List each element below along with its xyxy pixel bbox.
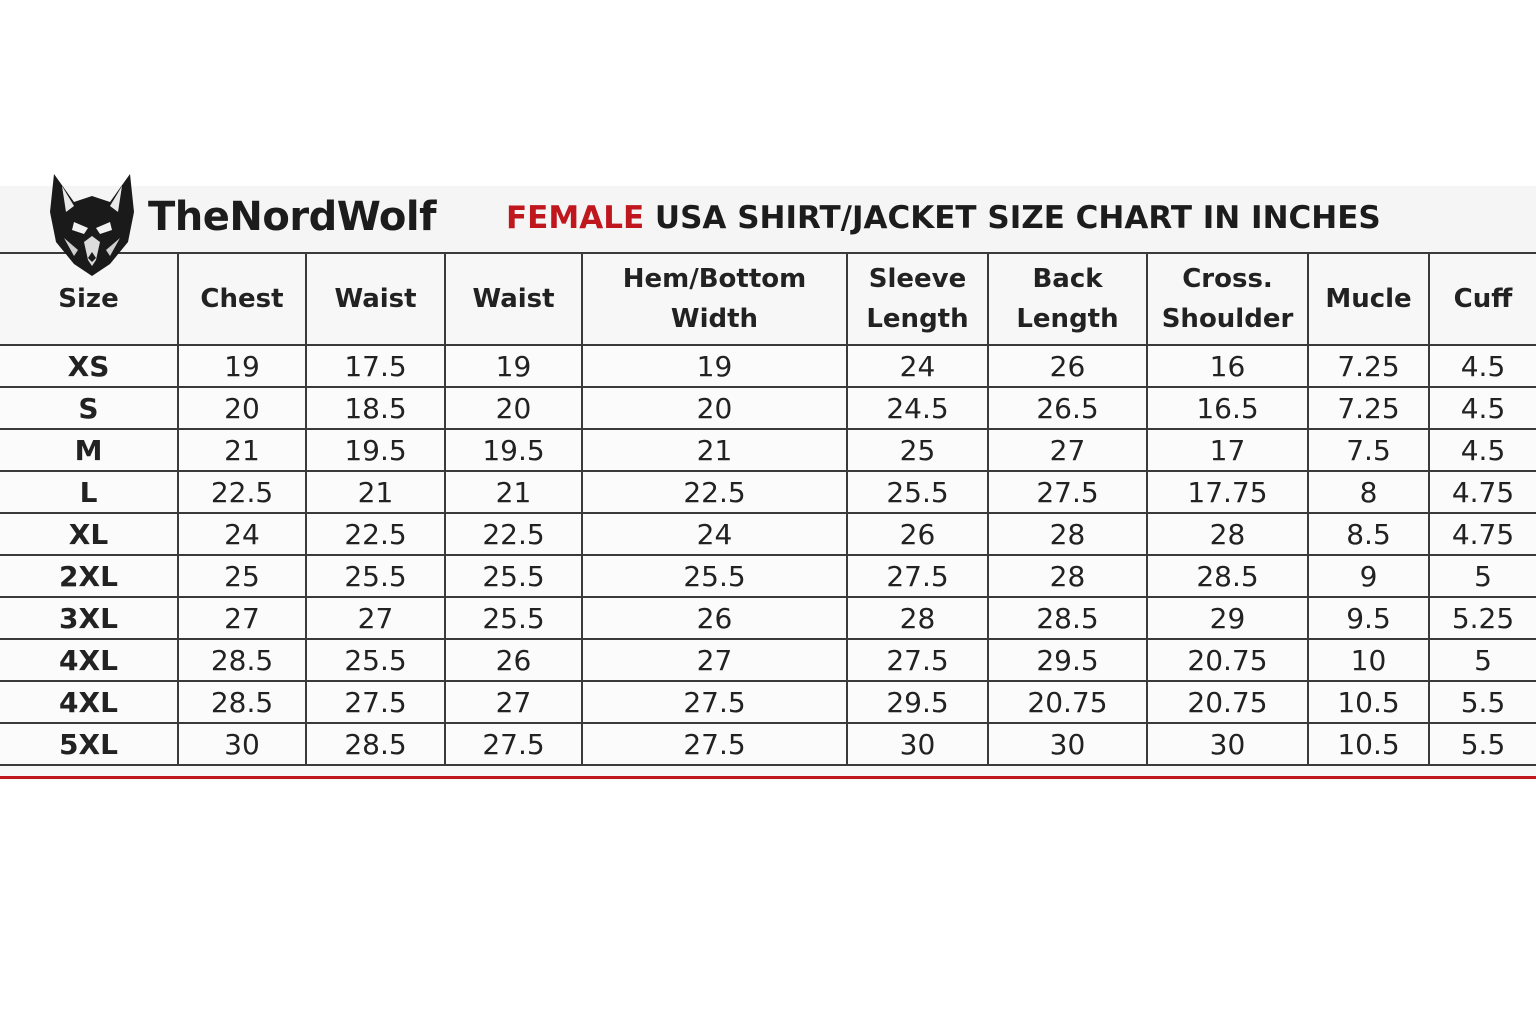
measurement-cell: 5 [1429, 555, 1536, 597]
measurement-cell: 10.5 [1308, 681, 1429, 723]
measurement-cell: 16.5 [1147, 387, 1308, 429]
measurement-cell: 20 [445, 387, 582, 429]
column-header-label: Mucle [1325, 284, 1412, 314]
measurement-cell: 8 [1308, 471, 1429, 513]
column-header [1147, 253, 1308, 345]
measurement-cell: 7.5 [1308, 429, 1429, 471]
table-row [0, 555, 1536, 597]
column-header-label: Back [1032, 264, 1103, 294]
measurement-cell: 28 [988, 555, 1147, 597]
table-row [0, 513, 1536, 555]
measurement-cell: 27.5 [988, 471, 1147, 513]
column-header-label: Shoulder [1161, 304, 1294, 334]
title-rest: USA SHIRT/JACKET SIZE CHART IN INCHES [644, 200, 1381, 236]
measurement-cell: 17.75 [1147, 471, 1308, 513]
measurement-cell: 27.5 [445, 723, 582, 765]
measurement-cell: 27.5 [847, 555, 988, 597]
table-row [0, 429, 1536, 471]
measurement-cell: 26 [847, 513, 988, 555]
size-label-cell: M [0, 429, 178, 471]
measurement-cell: 9.5 [1308, 597, 1429, 639]
measurement-cell: 8.5 [1308, 513, 1429, 555]
measurement-cell: 4.75 [1429, 513, 1536, 555]
table-row [0, 723, 1536, 765]
measurement-cell: 26 [582, 597, 847, 639]
accent-divider [0, 776, 1536, 779]
measurement-cell: 22.5 [445, 513, 582, 555]
measurement-cell: 25 [847, 429, 988, 471]
measurement-cell: 29.5 [847, 681, 988, 723]
measurement-cell: 28.5 [306, 723, 445, 765]
measurement-cell: 28.5 [1147, 555, 1308, 597]
measurement-cell: 25.5 [306, 639, 445, 681]
measurement-cell: 19 [445, 345, 582, 387]
table-row [0, 639, 1536, 681]
measurement-cell: 5.25 [1429, 597, 1536, 639]
measurement-cell: 24 [582, 513, 847, 555]
size-label-cell: XS [0, 345, 178, 387]
measurement-cell: 19.5 [306, 429, 445, 471]
measurement-cell: 19.5 [445, 429, 582, 471]
measurement-cell: 20.75 [988, 681, 1147, 723]
measurement-cell: 28.5 [178, 681, 306, 723]
measurement-cell: 4.75 [1429, 471, 1536, 513]
measurement-cell: 29 [1147, 597, 1308, 639]
column-header [1429, 253, 1536, 345]
measurement-cell: 30 [847, 723, 988, 765]
measurement-cell: 5.5 [1429, 723, 1536, 765]
measurement-cell: 17.5 [306, 345, 445, 387]
size-label-cell: 4XL [0, 681, 178, 723]
table-body [0, 345, 1536, 765]
measurement-cell: 10 [1308, 639, 1429, 681]
title-accent: FEMALE [506, 200, 645, 236]
column-header [178, 253, 306, 345]
column-header [445, 253, 582, 345]
measurement-cell: 26.5 [988, 387, 1147, 429]
measurement-cell: 27 [988, 429, 1147, 471]
column-header-label: Length [866, 304, 969, 334]
column-header-label: Chest [200, 284, 284, 314]
measurement-cell: 27 [582, 639, 847, 681]
measurement-cell: 21 [306, 471, 445, 513]
measurement-cell: 28 [847, 597, 988, 639]
measurement-cell: 21 [582, 429, 847, 471]
measurement-cell: 20 [178, 387, 306, 429]
column-header-label: Length [1016, 304, 1119, 334]
table-row [0, 345, 1536, 387]
size-table [0, 252, 1536, 766]
measurement-cell: 25.5 [445, 597, 582, 639]
measurement-cell: 4.5 [1429, 345, 1536, 387]
measurement-cell: 25.5 [306, 555, 445, 597]
measurement-cell: 24 [178, 513, 306, 555]
size-label-cell: L [0, 471, 178, 513]
chart-title [506, 200, 1381, 236]
measurement-cell: 28.5 [178, 639, 306, 681]
table-row [0, 471, 1536, 513]
measurement-cell: 27.5 [582, 681, 847, 723]
measurement-cell: 19 [178, 345, 306, 387]
measurement-cell: 16 [1147, 345, 1308, 387]
measurement-cell: 28 [1147, 513, 1308, 555]
size-label-cell: 4XL [0, 639, 178, 681]
wolf-head-icon [44, 172, 140, 282]
column-header-label: Waist [334, 284, 417, 314]
column-header-label: Cross. [1182, 264, 1273, 294]
table-row [0, 597, 1536, 639]
measurement-cell: 27 [306, 597, 445, 639]
column-header-label: Sleeve [868, 264, 967, 294]
column-header-label: Waist [472, 284, 555, 314]
measurement-cell: 25.5 [847, 471, 988, 513]
measurement-cell: 5.5 [1429, 681, 1536, 723]
measurement-cell: 26 [988, 345, 1147, 387]
size-label-cell: XL [0, 513, 178, 555]
column-header-label: Size [58, 284, 119, 314]
brand-name: TheNordWolf [148, 194, 436, 240]
measurement-cell: 29.5 [988, 639, 1147, 681]
measurement-cell: 17 [1147, 429, 1308, 471]
measurement-cell: 27 [445, 681, 582, 723]
measurement-cell: 27.5 [582, 723, 847, 765]
measurement-cell: 10.5 [1308, 723, 1429, 765]
measurement-cell: 5 [1429, 639, 1536, 681]
column-header [306, 253, 445, 345]
column-header [847, 253, 988, 345]
measurement-cell: 27.5 [306, 681, 445, 723]
measurement-cell: 28.5 [988, 597, 1147, 639]
measurement-cell: 30 [1147, 723, 1308, 765]
measurement-cell: 26 [445, 639, 582, 681]
table-row [0, 387, 1536, 429]
measurement-cell: 24.5 [847, 387, 988, 429]
measurement-cell: 20 [582, 387, 847, 429]
table-header-row [0, 253, 1536, 345]
size-label-cell: 2XL [0, 555, 178, 597]
measurement-cell: 22.5 [582, 471, 847, 513]
measurement-cell: 7.25 [1308, 345, 1429, 387]
column-header-label: Width [670, 304, 759, 334]
size-label-cell: 5XL [0, 723, 178, 765]
measurement-cell: 20.75 [1147, 681, 1308, 723]
column-header [988, 253, 1147, 345]
chart-header [0, 186, 1536, 252]
column-header [582, 253, 847, 345]
measurement-cell: 9 [1308, 555, 1429, 597]
column-header-label: Cuff [1453, 284, 1513, 314]
measurement-cell: 22.5 [178, 471, 306, 513]
column-header-label: Hem/Bottom [622, 264, 807, 294]
measurement-cell: 27 [178, 597, 306, 639]
measurement-cell: 28 [988, 513, 1147, 555]
measurement-cell: 24 [847, 345, 988, 387]
measurement-cell: 25 [178, 555, 306, 597]
measurement-cell: 27.5 [847, 639, 988, 681]
measurement-cell: 30 [178, 723, 306, 765]
column-header [1308, 253, 1429, 345]
measurement-cell: 21 [445, 471, 582, 513]
measurement-cell: 25.5 [582, 555, 847, 597]
size-label-cell: S [0, 387, 178, 429]
measurement-cell: 25.5 [445, 555, 582, 597]
measurement-cell: 30 [988, 723, 1147, 765]
size-label-cell: 3XL [0, 597, 178, 639]
measurement-cell: 7.25 [1308, 387, 1429, 429]
measurement-cell: 20.75 [1147, 639, 1308, 681]
measurement-cell: 22.5 [306, 513, 445, 555]
measurement-cell: 18.5 [306, 387, 445, 429]
measurement-cell: 19 [582, 345, 847, 387]
table-row [0, 681, 1536, 723]
size-chart-card [0, 186, 1536, 780]
measurement-cell: 21 [178, 429, 306, 471]
measurement-cell: 4.5 [1429, 429, 1536, 471]
measurement-cell: 4.5 [1429, 387, 1536, 429]
